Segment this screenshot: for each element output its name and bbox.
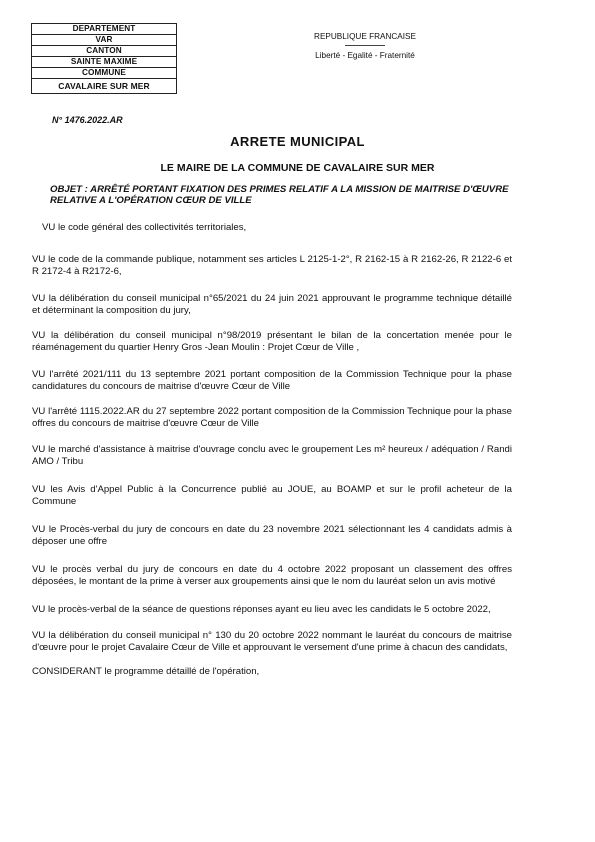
paragraph-11: VU le procès-verbal de la séance de questions réponses ayant eu lieu avec les candidats le 5 octobre 2022, bbox=[32, 604, 491, 615]
admin-row-departement: DEPARTEMENT bbox=[32, 24, 177, 35]
admin-row-canton: CANTON bbox=[32, 46, 177, 57]
paragraph-5: VU l'arrêté 2021/111 du 13 septembre 2021 portant composition de la Commission Technique pour la phase candidatures du concours de maitrise d'œuvre Cœur de Ville bbox=[32, 369, 512, 392]
paragraph-6: VU l'arrêté 1115.2022.AR du 27 septembre 2022 portant composition de la Commission Technique pour la phase offres du concours de maitrise d'œuvre Cœur de Ville bbox=[32, 406, 512, 429]
administrative-header-table bbox=[31, 23, 177, 94]
document-body bbox=[32, 222, 512, 678]
republic-divider bbox=[345, 45, 385, 46]
document-reference: N° 1476.2022.AR bbox=[52, 115, 123, 125]
paragraph-3: VU la délibération du conseil municipal n°65/2021 du 24 juin 2021 approuvant le programme technique détaillé et déterminant la composition du jury, bbox=[32, 293, 512, 316]
admin-row-cavalaire: CAVALAIRE SUR MER bbox=[32, 79, 177, 94]
paragraph-8: VU les Avis d'Appel Public à la Concurrence publié au JOUE, au BOAMP et sur le profil acheteur de la Commune bbox=[32, 484, 512, 507]
republic-name: REPUBLIQUE FRANCAISE bbox=[314, 32, 416, 41]
document-subtitle: LE MAIRE DE LA COMMUNE DE CAVALAIRE SUR MER bbox=[160, 162, 435, 174]
paragraph-1: VU le code général des collectivités territoriales, bbox=[42, 222, 247, 233]
admin-row-sainte-maxime: SAINTE MAXIME bbox=[32, 57, 177, 68]
paragraph-7: VU le marché d'assistance à maitrise d'ouvrage conclu avec le groupement Les m² heureux / adéquation / Randi AMO / Tribu bbox=[32, 444, 512, 467]
paragraph-9: VU le Procès-verbal du jury de concours en date du 23 novembre 2021 sélectionnant les 4 candidats admis à déposer une offre bbox=[32, 524, 512, 547]
admin-row-commune: COMMUNE bbox=[32, 68, 177, 79]
document-objet: OBJET : ARRÊTÉ PORTANT FIXATION DES PRIMES RELATIF A LA MISSION DE MAITRISE D'ŒUVRE RELATIVE A L'OPÉRATION CŒUR DE VILLE bbox=[50, 184, 509, 206]
paragraph-10: VU le procès verbal du jury de concours en date du 4 octobre 2022 proposant un classement des offres déposées, le montant de la prime à verser aux groupements ainsi que le nom du lauréat selon un avis motivé bbox=[32, 564, 512, 587]
republic-header bbox=[290, 31, 440, 61]
paragraph-2: VU le code de la commande publique, notamment ses articles L 2125-1-2°, R 2162-15 à R 2162-26, R 2122-6 et R 2172-4 à R2172-6, bbox=[32, 254, 512, 277]
admin-row-var: VAR bbox=[32, 35, 177, 46]
document-title: ARRETE MUNICIPAL bbox=[230, 134, 365, 149]
paragraph-13: CONSIDERANT le programme détaillé de l'opération, bbox=[32, 666, 260, 677]
paragraph-12: VU la délibération du conseil municipal n° 130 du 20 octobre 2022 nommant le lauréat du concours de maitrise d'œuvre pour le projet Cavalaire Cœur de Ville et approuvant le versement d'une prime à chacun des candidats, bbox=[32, 630, 512, 653]
republic-motto: Liberté - Egalité - Fraternité bbox=[315, 51, 415, 60]
paragraph-4: VU la délibération du conseil municipal n°98/2019 présentant le bilan de la concertation menée pour le réaménagement du quartier Henry Gros -Jean Moulin : Projet Cœur de Ville , bbox=[32, 330, 512, 353]
